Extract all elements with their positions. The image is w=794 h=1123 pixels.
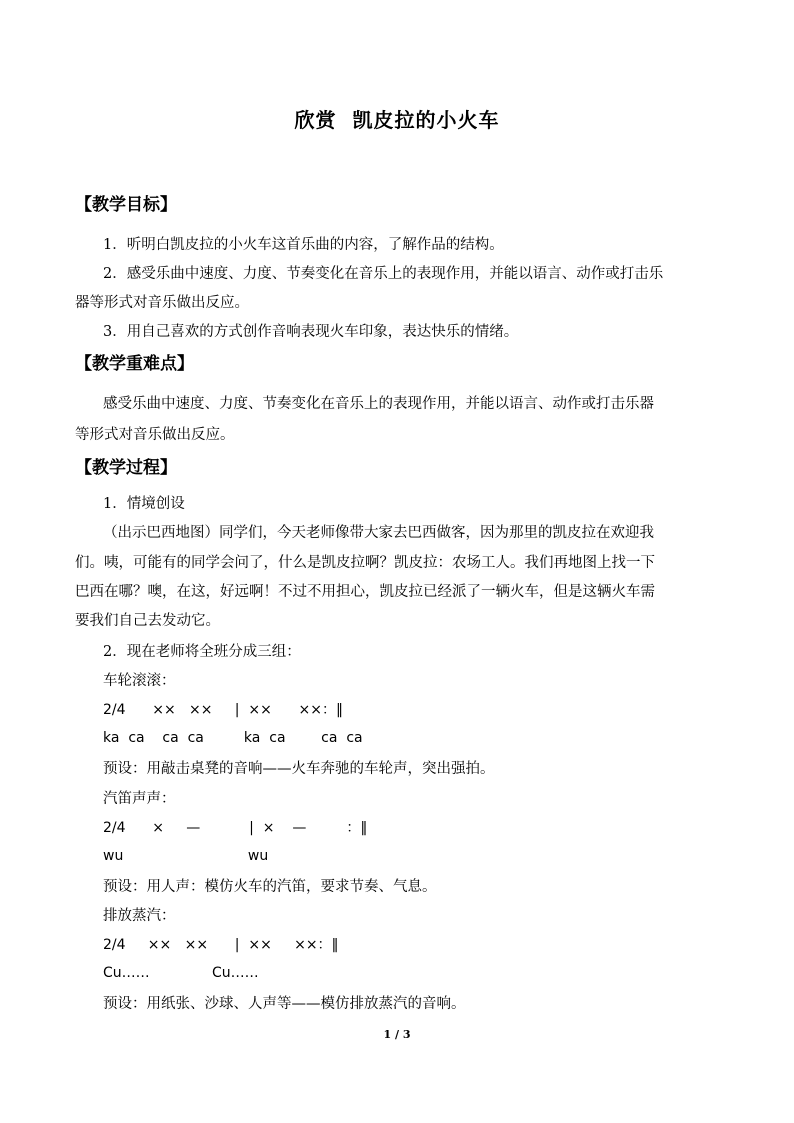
heading-process: 【教学过程】 [75, 458, 177, 478]
objective-1: 1．听明白凯皮拉的小火车这首乐曲的内容，了解作品的结构。 [103, 237, 504, 253]
objective-2: 2．感受乐曲中速度、力度、节奏变化在音乐上的表现作用，并能以语言、动作或打击乐 [103, 266, 664, 282]
step1-line-4: 要我们自己去发动它。 [75, 613, 220, 629]
group-1-syllables: ka ca ca ca ka ca ca ca [103, 730, 363, 746]
step1-line-3: 巴西在哪？噢，在这，好远啊！不过不用担心，凯皮拉已经派了一辆火车，但是这辆火车需 [75, 584, 655, 600]
step2-title: 2．现在老师将全班分成三组： [103, 644, 301, 660]
group-3-rhythm: 2/4 ×× ×× | ×× ××：‖ [103, 937, 339, 953]
group-2-name: 汽笛声声： [103, 791, 176, 807]
group-3-preset: 预设：用纸张、沙球、人声等——模仿排放蒸汽的音响。 [103, 996, 466, 1012]
objective-2-cont: 器等形式对音乐做出反应。 [75, 295, 249, 311]
group-1-rhythm: 2/4 ×× ×× | ×× ××：‖ [103, 702, 343, 718]
group-1-name: 车轮滚滚： [103, 673, 176, 689]
heading-key-points: 【教学重难点】 [75, 354, 194, 374]
group-2-preset: 预设：用人声：模仿火车的汽笛，要求节奏、气息。 [103, 879, 437, 895]
key-points-line-2: 等形式对音乐做出反应。 [75, 427, 235, 443]
group-3-syllables: Cu…… Cu…… [103, 965, 259, 981]
objective-3: 3．用自己喜欢的方式创作音响表现火车印象，表达快乐的情绪。 [103, 324, 519, 340]
step1-title: 1．情境创设 [103, 496, 185, 512]
page-number: 1 / 3 [383, 1028, 411, 1041]
group-1-preset: 预设：用敲击桌凳的音响——火车奔驰的车轮声，突出强拍。 [103, 761, 495, 777]
key-points-line-1: 感受乐曲中速度、力度、节奏变化在音乐上的表现作用，并能以语言、动作或打击乐器 [103, 396, 654, 412]
step1-line-1: （出示巴西地图）同学们，今天老师像带大家去巴西做客，因为那里的凯皮拉在欢迎我 [103, 525, 654, 541]
group-3-name: 排放蒸汽： [103, 908, 176, 924]
step1-line-2: 们。咦，可能有的同学会问了，什么是凯皮拉啊？凯皮拉：农场工人。我们再地图上找一下 [75, 555, 655, 571]
heading-objectives: 【教学目标】 [75, 195, 177, 215]
group-2-syllables: wu wu [103, 848, 269, 864]
document-title: 欣赏 凯皮拉的小火车 [294, 108, 500, 132]
group-2-rhythm: 2/4 × — | × — ：‖ [103, 820, 368, 836]
